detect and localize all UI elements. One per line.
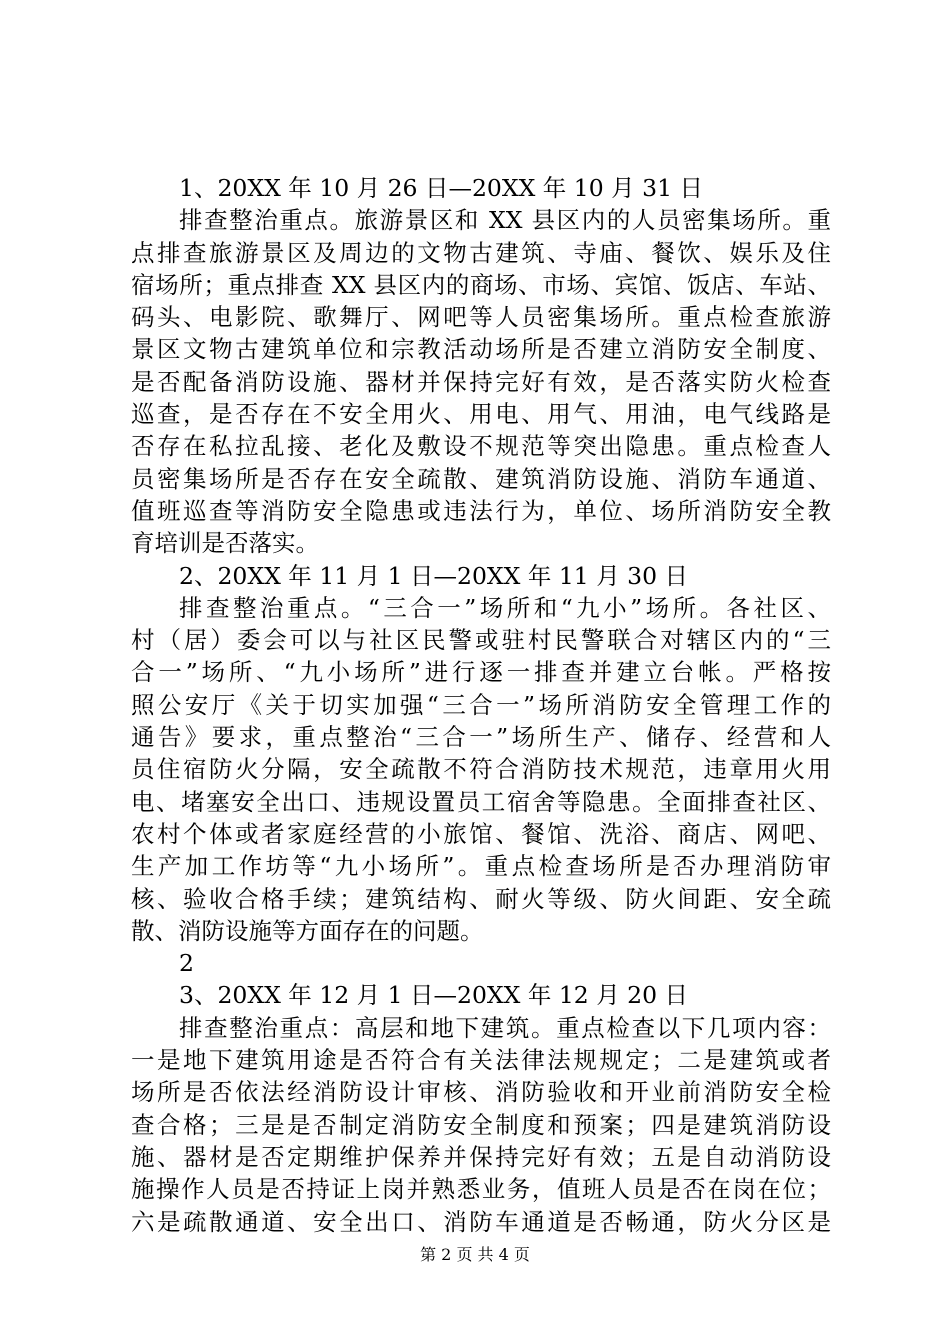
text-line: 电、堵塞安全出口、违规设置员工宿舍等隐患。全面排查社区、 xyxy=(131,787,831,816)
text-line: 照公安厅《关于切实加强“三合一”场所消防安全管理工作的 xyxy=(131,690,831,719)
text-line: 点排查旅游景区及周边的文物古建筑、寺庙、餐饮、娱乐及住 xyxy=(131,238,831,267)
text-line: 育培训是否落实。 xyxy=(131,529,319,558)
text-line: 施操作人员是否持证上岗并熟悉业务，值班人员是否在岗在位； xyxy=(131,1175,831,1204)
text-line: 巡查，是否存在不安全用火、用电、用气、用油，电气线路是 xyxy=(131,400,831,429)
text-line: 生产加工作坊等“九小场所”。重点检查场所是否办理消防审 xyxy=(131,852,831,881)
text-line: 2 xyxy=(179,949,194,978)
text-line: 核、验收合格手续；建筑结构、耐火等级、防火间距、安全疏 xyxy=(131,884,831,913)
text-line: 否存在私拉乱接、老化及敷设不规范等突出隐患。重点检查人 xyxy=(131,432,831,461)
text-line: 合一”场所、“九小场所”进行逐一排查并建立台帐。严格按 xyxy=(131,658,831,687)
text-line: 排查整治重点。旅游景区和 XX 县区内的人员密集场所。重 xyxy=(179,206,831,235)
text-line: 散、消防设施等方面存在的问题。 xyxy=(131,916,484,945)
page-footer: 第 2 页 共 4 页 xyxy=(420,1245,530,1264)
text-line: 六是疏散通道、安全出口、消防车通道是否畅通，防火分区是 xyxy=(131,1207,831,1236)
text-line: 村（居）委会可以与社区民警或驻村民警联合对辖区内的“三 xyxy=(131,626,831,655)
text-line: 场所是否依法经消防设计审核、消防验收和开业前消防安全检 xyxy=(131,1078,831,1107)
text-line: 码头、电影院、歌舞厅、网吧等人员密集场所。重点检查旅游 xyxy=(131,303,831,332)
text-line: 员住宿防火分隔，安全疏散不符合消防技术规范，违章用火用 xyxy=(131,755,831,784)
text-line: 通告》要求，重点整治“三合一”场所生产、储存、经营和人 xyxy=(131,723,831,752)
text-line: 是否配备消防设施、器材并保持完好有效，是否落实防火检查 xyxy=(131,367,831,396)
text-line: 施、器材是否定期维护保养并保持完好有效；五是自动消防设 xyxy=(131,1142,831,1171)
text-line: 农村个体或者家庭经营的小旅馆、餐馆、洗浴、商店、网吧、 xyxy=(131,819,831,848)
text-line: 查合格；三是是否制定消防安全制度和预案；四是建筑消防设 xyxy=(131,1110,831,1139)
text-line: 排查整治重点。“三合一”场所和“九小”场所。各社区、 xyxy=(179,593,831,622)
text-line: 景区文物古建筑单位和宗教活动场所是否建立消防安全制度、 xyxy=(131,335,831,364)
text-line: 宿场所；重点排查 XX 县区内的商场、市场、宾馆、饭店、车站、 xyxy=(131,270,831,299)
text-line: 一是地下建筑用途是否符合有关法律法规规定；二是建筑或者 xyxy=(131,1046,831,1075)
document-body xyxy=(131,172,831,1238)
text-line: 2、20XX 年 11 月 1 日—20XX 年 11 月 30 日 xyxy=(179,561,689,590)
text-line: 员密集场所是否存在安全疏散、建筑消防设施、消防车通道、 xyxy=(131,464,831,493)
text-line: 3、20XX 年 12 月 1 日—20XX 年 12 月 20 日 xyxy=(179,981,689,1010)
text-line: 排查整治重点：高层和地下建筑。重点检查以下几项内容： xyxy=(179,1013,831,1042)
text-line: 值班巡查等消防安全隐患或违法行为，单位、场所消防安全教 xyxy=(131,496,831,525)
text-line: 1、20XX 年 10 月 26 日—20XX 年 10 月 31 日 xyxy=(179,174,703,202)
